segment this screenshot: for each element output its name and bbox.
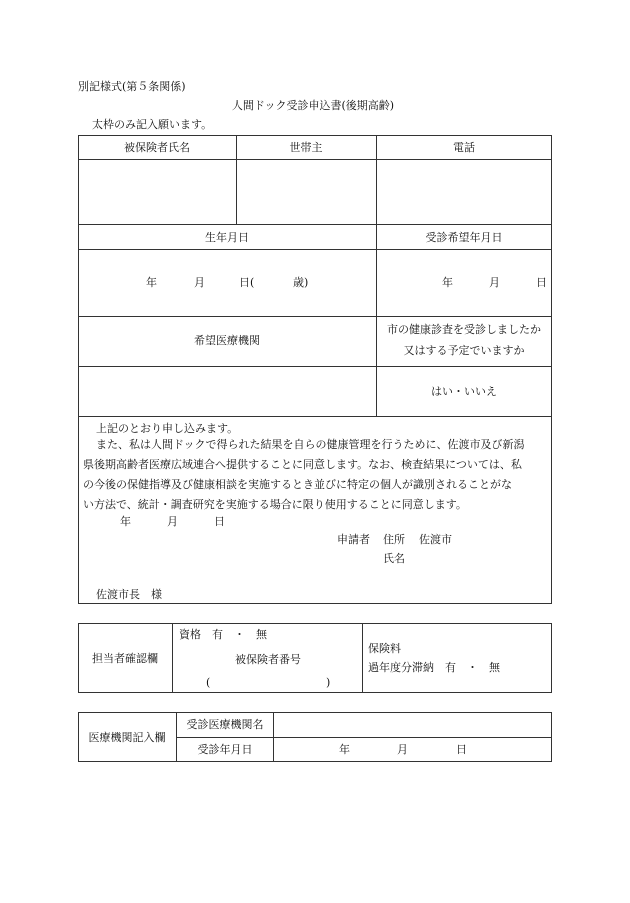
applicant-name-field[interactable] [410,548,548,568]
insured-number-paren-close: ) [326,676,331,689]
insured-number-field[interactable] [215,674,323,690]
row-divider [78,366,552,367]
apply-statement: 上記のとおり申し込みます。 [96,422,239,435]
staff-confirmation-label: 担当者確認欄 [92,652,158,665]
insured-name-field[interactable] [80,161,234,222]
column-divider [172,623,173,693]
exam-day-label: 日 [456,743,467,756]
phone-field[interactable] [378,161,550,222]
row-divider [78,159,552,160]
consent-line: い方法で、統計・調査研究を実施する場合に限り使用することに同意します。 [83,498,467,511]
hospital-field[interactable] [80,368,374,414]
checkup-question-line2: 又はする予定でいますか [403,344,525,357]
row-divider [78,316,552,317]
householder-header: 世帯主 [289,141,323,154]
insured-number-label: 被保険者番号 [235,653,301,666]
birthdate-header: 生年月日 [205,231,249,244]
arrears-choice[interactable]: 過年度分滞納 有 ・ 無 [368,661,500,674]
date-year-label: 年 [120,515,131,528]
hospital-name-label: 受診医療機関名 [186,718,264,731]
desired-day-label: 日 [536,276,547,289]
exam-date-field[interactable] [275,739,550,760]
date-month-label: 月 [167,515,178,528]
date-day-label: 日 [214,515,225,528]
address-label: 住所 [383,533,405,546]
desired-year-label: 年 [442,276,453,289]
qualification-choice[interactable]: 資格 有 ・ 無 [179,628,267,641]
hospital-header: 希望医療機関 [194,334,260,347]
insured-number-paren-open: ( [206,676,211,689]
householder-field[interactable] [238,161,374,222]
desired-date-field[interactable] [378,251,550,314]
instruction-text: 太枠のみ記入願います。 [92,118,213,131]
desired-date-header: 受診希望年月日 [425,231,503,244]
page-title: 人間ドック受診申込書(後期高齢) [231,99,395,112]
medical-institution-label: 医療機関記入欄 [88,731,166,744]
consent-line: 県後期高齢者医療広域連合へ提供することに同意します。なお、検査結果については、私 [83,458,522,471]
column-divider [376,135,377,416]
applicant-label: 申請者 [337,533,370,546]
addressee: 佐渡市長 様 [96,588,162,601]
desired-month-label: 月 [489,276,500,289]
row-divider [78,249,552,250]
checkup-question-line1: 市の健康診査を受診しましたか [387,323,541,336]
column-divider [236,135,237,224]
exam-date-label: 受診年月日 [197,743,253,756]
insured-name-header: 被保険者氏名 [124,141,190,154]
exam-year-label: 年 [339,743,350,756]
premium-label: 保険料 [368,642,401,655]
address-value: 佐渡市 [419,533,452,546]
yes-no-choice[interactable]: はい・いいえ [431,385,497,398]
birth-month-label: 月 [194,276,205,289]
birth-day-label: 日( [239,276,255,289]
row-divider [176,737,552,738]
birth-year-label: 年 [146,276,157,289]
form-reference: 別記様式(第５条関係) [78,80,186,93]
consent-paragraph [83,435,549,515]
birthdate-field[interactable] [80,251,374,314]
row-divider [78,224,552,225]
consent-line: また、私は人間ドックで得られた結果を自らの健康管理を行うために、佐渡市及び新潟 [96,438,525,451]
birth-age-label: 歳) [293,276,309,289]
phone-header: 電話 [453,141,475,154]
hospital-name-field[interactable] [275,714,550,736]
consent-line: の今後の保健指導及び健康相談を実施するとき並びに特定の個人が識別されることがな [83,478,512,491]
column-divider [362,623,363,693]
row-divider [78,416,552,417]
exam-month-label: 月 [397,743,408,756]
name-label: 氏名 [383,552,405,565]
